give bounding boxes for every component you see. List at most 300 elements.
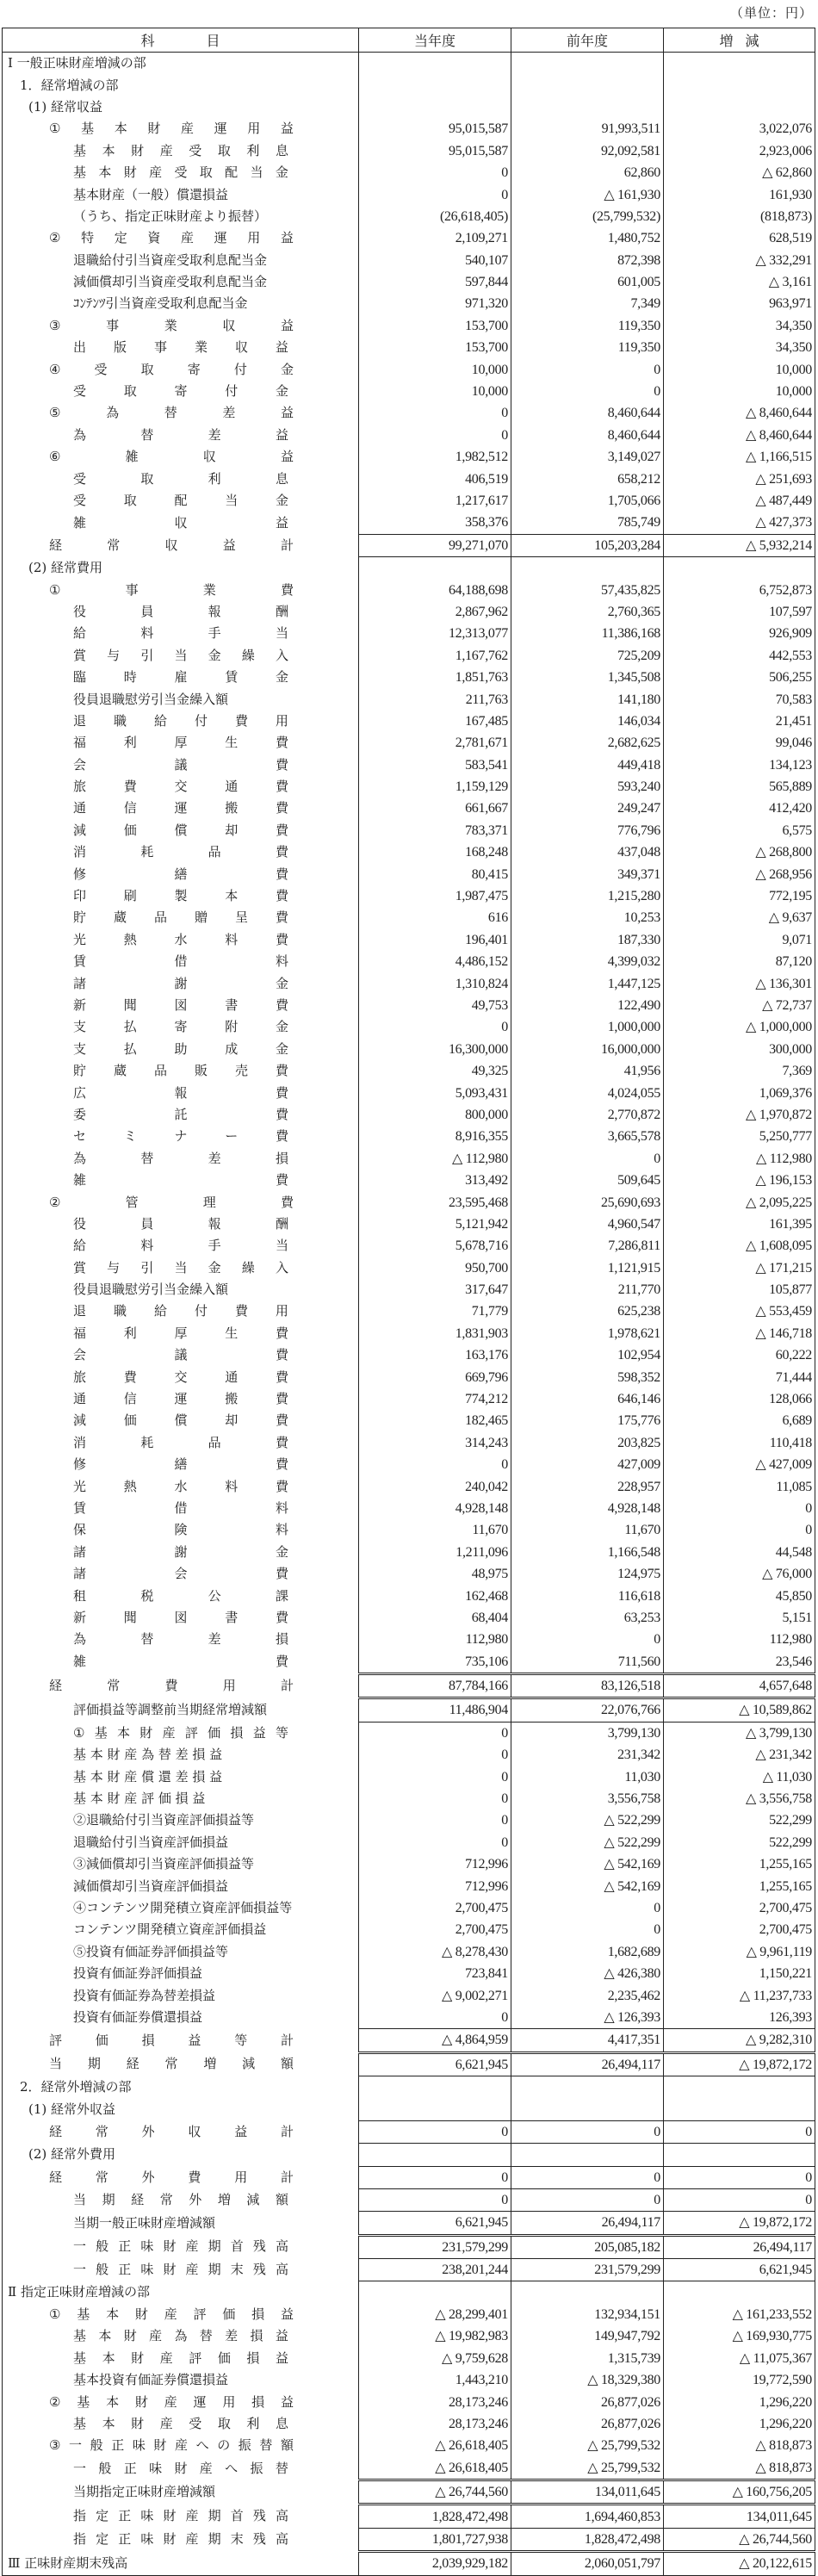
label-char: 高 — [275, 2262, 288, 2278]
label-char: 損 — [251, 2393, 265, 2410]
label-char: 報 — [208, 603, 221, 619]
table-row — [3, 53, 815, 75]
row-label-cell — [3, 1388, 359, 1410]
row-label-cell — [3, 1300, 359, 1322]
current-year-value: 153,700 — [359, 337, 511, 358]
previous-year-value — [511, 2076, 664, 2098]
current-year-value: 64,188,698 — [359, 579, 511, 600]
label-char: 定 — [96, 2508, 109, 2524]
row-label-cell — [3, 623, 359, 644]
label-char: 般 — [90, 2437, 103, 2454]
label-char: 消 — [73, 844, 87, 860]
row-label-cell — [3, 667, 359, 688]
row-label-cell — [3, 1722, 359, 1744]
change-value: 2,923,006 — [664, 140, 815, 162]
label-char: 書 — [225, 996, 239, 1013]
row-label — [73, 1388, 288, 1410]
row-label — [73, 425, 288, 446]
previous-year-value: 3,149,027 — [511, 446, 664, 468]
previous-year-value: 2,060,051,797 — [511, 2552, 664, 2575]
label-char: 厚 — [174, 1325, 188, 1341]
row-label-cell — [3, 1563, 359, 1585]
previous-year-value: 4,960,547 — [511, 1214, 664, 1235]
change-value: 0 — [664, 2188, 815, 2211]
current-year-value: 238,201,244 — [359, 2259, 511, 2281]
label-char: 財 — [123, 164, 137, 181]
label-char: 用 — [247, 230, 261, 246]
table-row — [3, 601, 815, 623]
table-row — [3, 1629, 815, 1650]
label-char: 報 — [174, 1084, 188, 1101]
current-year-value: (26,618,405) — [359, 206, 511, 227]
label-char: 運 — [174, 800, 188, 816]
label-char: 与 — [107, 647, 121, 663]
label-char: 益 — [280, 121, 294, 137]
previous-year-value: 0 — [511, 381, 664, 402]
change-value — [664, 96, 815, 118]
previous-year-value: △ 522,299 — [511, 1832, 664, 1853]
current-year-value — [359, 53, 511, 75]
row-label-cell — [3, 183, 359, 205]
previous-year-value: 7,349 — [511, 293, 664, 314]
table-row — [3, 1585, 815, 1606]
label-char: 利 — [123, 735, 137, 751]
current-year-value: 669,796 — [359, 1366, 511, 1387]
label-char: 基 — [73, 164, 87, 181]
table-row — [3, 732, 815, 754]
previous-year-value — [511, 2098, 664, 2120]
label-char: 常 — [159, 2192, 173, 2208]
row-label-cell — [3, 337, 359, 358]
label-char: 費 — [275, 1391, 288, 1407]
label-char: 事 — [106, 317, 120, 333]
label-char: 信 — [123, 1391, 137, 1407]
table-row — [3, 1170, 815, 1191]
previous-year-value: 785,749 — [511, 512, 664, 534]
label-char: 損 — [230, 1724, 244, 1741]
row-label-cell — [3, 1629, 359, 1650]
label-char: 当 — [73, 2192, 87, 2208]
previous-year-value: 0 — [511, 1897, 664, 1919]
label-char: 事 — [153, 339, 167, 356]
table-row — [3, 2391, 815, 2412]
table-row — [3, 1410, 815, 1431]
change-value: 5,151 — [664, 1607, 815, 1629]
label-char: 外 — [141, 2123, 155, 2139]
row-label-cell — [3, 1323, 359, 1344]
current-year-value: 1,167,762 — [359, 645, 511, 667]
label-char: 光 — [73, 1478, 87, 1494]
row-label-cell — [3, 1454, 359, 1475]
change-value: △ 818,873 — [664, 2435, 815, 2456]
label-char: 産 — [175, 2437, 189, 2454]
label-char: 売 — [234, 1063, 248, 1079]
label-char: 産 — [162, 1724, 176, 1741]
current-year-value: 406,519 — [359, 468, 511, 489]
current-year-value: 0 — [359, 2188, 511, 2211]
row-label: 基 本 財 産 償 還 差 損 益 — [73, 1768, 223, 1785]
label-char: ① — [73, 1724, 85, 1741]
previous-year-value: 8,460,644 — [511, 402, 664, 424]
label-char: 財 — [163, 2531, 177, 2548]
table-row — [3, 118, 815, 140]
current-year-value: 0 — [359, 1016, 511, 1038]
label-char: 当 — [174, 647, 188, 663]
table-row — [3, 556, 815, 579]
label-char: 助 — [174, 1040, 188, 1057]
previous-year-value: 872,398 — [511, 250, 664, 271]
row-label — [73, 2189, 288, 2211]
change-value: (818,873) — [664, 206, 815, 227]
row-label — [49, 2392, 294, 2413]
change-value: △ 3,161 — [664, 271, 815, 293]
row-label-cell — [3, 929, 359, 951]
current-year-value: 10,000 — [359, 358, 511, 380]
previous-year-value: 105,203,284 — [511, 534, 664, 556]
label-char: 味 — [140, 2508, 154, 2524]
label-char: 受 — [189, 2415, 202, 2431]
label-char: 費 — [275, 822, 288, 838]
previous-year-value: 102,954 — [511, 1344, 664, 1366]
current-year-value: 87,784,166 — [359, 1673, 511, 1698]
label-char: 為 — [174, 2328, 188, 2344]
row-label — [73, 1235, 288, 1257]
label-char: 本 — [225, 888, 239, 904]
label-char: 息 — [275, 2415, 288, 2431]
label-char: ー — [225, 1128, 239, 1145]
row-label — [73, 1410, 288, 1431]
row-label: （うち、指定正味財産より振替） — [73, 208, 268, 224]
previous-year-value: △ 426,380 — [511, 1963, 664, 1984]
label-char: 本 — [114, 121, 127, 137]
table-row — [3, 1875, 815, 1896]
previous-year-value: 437,048 — [511, 841, 664, 863]
table-row — [3, 1257, 815, 1278]
row-label-cell — [3, 1542, 359, 1563]
row-label-cell — [3, 1651, 359, 1674]
previous-year-value: 62,860 — [511, 162, 664, 183]
change-value: 2,700,475 — [664, 1919, 815, 1940]
table-row — [3, 2029, 815, 2052]
table-row — [3, 1214, 815, 1235]
previous-year-value: 0 — [511, 2166, 664, 2188]
current-year-value: △ 8,278,430 — [359, 1941, 511, 1963]
row-label: 役員退職慰労引当金繰入額 — [73, 691, 229, 707]
row-label-cell — [3, 140, 359, 162]
row-label — [49, 2030, 294, 2051]
label-char: 通 — [225, 779, 239, 795]
change-value: △ 427,373 — [664, 512, 815, 534]
previous-year-value: 1,121,915 — [511, 1257, 664, 1278]
row-label-cell — [3, 2076, 359, 2098]
current-year-value — [359, 2076, 511, 2098]
label-char: 図 — [174, 1609, 188, 1625]
change-value: 1,150,221 — [664, 1963, 815, 1984]
label-char: 産 — [181, 121, 195, 137]
row-label: 減価償却引当資産受取利息配当金 — [73, 274, 268, 290]
label-char: 金 — [275, 1543, 288, 1560]
previous-year-value: 1,447,125 — [511, 972, 664, 994]
label-char: 損 — [246, 2349, 260, 2366]
table-row — [3, 929, 815, 951]
current-year-value: △ 26,618,405 — [359, 2457, 511, 2480]
label-char: 雑 — [73, 1172, 87, 1189]
row-label — [49, 1675, 294, 1697]
current-year-value: 2,781,671 — [359, 732, 511, 754]
label-char: 寄 — [174, 1019, 188, 1035]
label-char: 正 — [111, 2437, 125, 2454]
change-value: 99,046 — [664, 732, 815, 754]
change-value: 926,909 — [664, 623, 815, 644]
unit-label: （単位：円） — [729, 5, 813, 21]
header-change: 増減 — [664, 28, 815, 53]
label-char: 一 — [73, 2460, 87, 2476]
row-label-cell — [3, 446, 359, 468]
label-char: 損 — [250, 2328, 263, 2344]
row-label — [73, 776, 288, 798]
row-label — [73, 469, 288, 490]
current-year-value: 800,000 — [359, 1104, 511, 1126]
table-row — [3, 512, 815, 534]
previous-year-value: 124,975 — [511, 1563, 664, 1585]
row-label: 退職給付引当資産受取利息配当金 — [73, 251, 268, 268]
previous-year-value: 8,460,644 — [511, 425, 664, 446]
label-char: 計 — [280, 2032, 294, 2048]
label-char: ① — [49, 2306, 61, 2323]
current-year-value: 0 — [359, 2007, 511, 2029]
table-row — [3, 1673, 815, 1698]
label-char: 産 — [185, 2262, 199, 2278]
label-char: 品 — [153, 1063, 167, 1079]
current-year-value: 68,404 — [359, 1607, 511, 1629]
label-char: 額 — [275, 2192, 288, 2208]
row-label-cell — [3, 1498, 359, 1519]
previous-year-value: 92,092,581 — [511, 140, 664, 162]
label-char: 保 — [73, 1522, 87, 1538]
previous-year-value: △ 522,299 — [511, 1809, 664, 1831]
previous-year-value: 22,076,766 — [511, 1698, 664, 1722]
label-char: 般 — [96, 2238, 109, 2255]
change-value: 19,772,590 — [664, 2369, 815, 2391]
previous-year-value: 598,352 — [511, 1366, 664, 1387]
label-char: 付 — [225, 383, 239, 400]
row-label: 減価償却引当資産評価損益 — [73, 1878, 229, 1894]
label-char: 成 — [225, 1040, 239, 1057]
current-year-value — [359, 2144, 511, 2166]
row-label: ⑤投資有価証券評価損益等 — [73, 1943, 229, 1959]
label-char: 般 — [96, 2262, 109, 2278]
label-char: 味 — [140, 2531, 154, 2548]
previous-year-value: 0 — [511, 2120, 664, 2143]
label-char: 期 — [87, 2056, 101, 2072]
label-char: 財 — [174, 2460, 188, 2476]
row-label-cell — [3, 74, 359, 96]
label-char: 産 — [185, 2531, 199, 2548]
current-year-value — [359, 74, 511, 96]
label-char: 耗 — [140, 1434, 154, 1450]
label-char: 財 — [147, 121, 161, 137]
row-label-cell — [3, 1673, 359, 1698]
change-value: 10,000 — [664, 358, 815, 380]
previous-year-value: 1,000,000 — [511, 1016, 664, 1038]
label-char: 会 — [73, 1347, 87, 1363]
table-row — [3, 1475, 815, 1497]
label-char: 金 — [275, 975, 288, 991]
label-char: 料 — [275, 1522, 288, 1538]
table-row — [3, 271, 815, 293]
label-char: 損 — [141, 2032, 155, 2048]
label-char: 贈 — [194, 909, 208, 926]
label-char: 本 — [98, 164, 112, 181]
row-label-cell — [3, 2457, 359, 2480]
row-label — [73, 381, 288, 402]
label-char: 諸 — [73, 975, 87, 991]
table-row — [3, 2052, 815, 2076]
label-char: 費 — [275, 1325, 288, 1341]
label-char: 職 — [113, 712, 127, 729]
change-value: △ 8,460,644 — [664, 425, 815, 446]
current-year-value: 99,271,070 — [359, 534, 511, 556]
label-char: 付 — [233, 361, 247, 377]
label-char: 替 — [140, 1150, 154, 1166]
row-label-cell — [3, 2391, 359, 2412]
row-label-cell — [3, 534, 359, 556]
previous-year-value: 91,993,511 — [511, 118, 664, 140]
label-char: 手 — [208, 1238, 221, 1254]
label-char: 費 — [275, 1609, 288, 1625]
change-value: △ 62,860 — [664, 162, 815, 183]
current-year-value: 0 — [359, 1722, 511, 1744]
previous-year-value: 116,618 — [511, 1585, 664, 1606]
label-char: 金 — [275, 1019, 288, 1035]
row-label-cell — [3, 1257, 359, 1278]
label-char: 附 — [225, 1019, 239, 1035]
label-char: 損 — [251, 2306, 265, 2323]
previous-year-value: 2,235,462 — [511, 1984, 664, 2006]
label-char: 通 — [73, 1391, 87, 1407]
label-char: ミ — [123, 1128, 137, 1145]
label-char: 品 — [208, 1434, 221, 1450]
current-year-value: 95,015,587 — [359, 140, 511, 162]
previous-year-value: 228,957 — [511, 1475, 664, 1497]
label-char: 受 — [73, 493, 87, 508]
row-label: 退職給付引当資産評価損益 — [73, 1834, 229, 1850]
table-row — [3, 140, 815, 162]
change-value: 34,350 — [664, 337, 815, 358]
change-value: 110,418 — [664, 1432, 815, 1454]
label-char: 味 — [140, 2262, 154, 2278]
table-row — [3, 2325, 815, 2347]
label-char: 用 — [222, 2393, 236, 2410]
table-row — [3, 1366, 815, 1387]
label-char: 費 — [275, 866, 288, 882]
change-value: △ 3,556,758 — [664, 1788, 815, 1809]
label-char: 料 — [275, 953, 288, 970]
table-row — [3, 293, 815, 314]
label-char: 議 — [174, 1347, 188, 1363]
row-label — [73, 2236, 288, 2257]
row-label — [73, 1498, 288, 1519]
row-label — [73, 1367, 288, 1388]
previous-year-value — [511, 556, 664, 579]
label-char: 蔵 — [113, 909, 127, 926]
label-char: 本 — [102, 2349, 115, 2366]
label-char: 費 — [275, 1478, 288, 1494]
label-char: 常 — [107, 1678, 121, 1694]
label-char: 価 — [217, 2349, 231, 2366]
label-char: 入 — [275, 647, 288, 663]
previous-year-value: 1,166,548 — [511, 1542, 664, 1563]
previous-year-value: 11,386,168 — [511, 623, 664, 644]
label-char: 一 — [69, 2437, 83, 2454]
table-row — [3, 2188, 815, 2211]
change-value: 44,548 — [664, 1542, 815, 1563]
label-char: 報 — [208, 1215, 221, 1232]
row-label-cell — [3, 1963, 359, 1984]
label-char: 旅 — [73, 1369, 87, 1385]
label-char: 配 — [174, 493, 188, 508]
label-char: 益 — [280, 2393, 294, 2410]
table-row — [3, 446, 815, 468]
table-row — [3, 2281, 815, 2304]
change-value: △ 26,744,560 — [664, 2528, 815, 2551]
current-year-value: 23,595,468 — [359, 1191, 511, 1213]
current-year-value: 0 — [359, 1809, 511, 1831]
label-char: 雑 — [73, 1654, 87, 1670]
label-char: 産 — [185, 2238, 199, 2255]
row-label-cell — [3, 2120, 359, 2143]
label-char: 費 — [275, 1063, 288, 1079]
previous-year-value: 26,877,026 — [511, 2413, 664, 2435]
label-char: 益 — [275, 426, 288, 443]
table-row — [3, 2505, 815, 2528]
label-char: 為 — [73, 1631, 87, 1648]
row-label — [73, 1344, 288, 1366]
label-char: 費 — [275, 800, 288, 816]
label-char: 福 — [73, 735, 87, 751]
table-row — [3, 1744, 815, 1766]
label-char: 品 — [153, 909, 167, 926]
change-value: △ 19,872,172 — [664, 2212, 815, 2235]
change-value: 1,255,165 — [664, 1875, 815, 1896]
table-row — [3, 2076, 815, 2098]
change-value: 3,022,076 — [664, 118, 815, 140]
row-label: 役員退職慰労引当金繰入額 — [73, 1282, 229, 1298]
row-label — [73, 1432, 288, 1454]
label-char: 当 — [225, 493, 239, 508]
label-char: 受 — [73, 470, 87, 487]
label-char: 基 — [77, 2393, 90, 2410]
previous-year-value: 449,418 — [511, 754, 664, 776]
change-value: 1,296,220 — [664, 2391, 815, 2412]
change-value: △ 11,237,733 — [664, 1984, 815, 2006]
current-year-value — [359, 96, 511, 118]
table-row — [3, 951, 815, 972]
label-char: 計 — [280, 1678, 294, 1694]
change-value: 45,850 — [664, 1585, 815, 1606]
current-year-value: 723,841 — [359, 1963, 511, 1984]
label-char: 受 — [174, 164, 188, 181]
row-label-cell — [3, 579, 359, 600]
row-label-cell — [3, 1279, 359, 1300]
label-char: 基 — [81, 121, 95, 137]
label-char: 賃 — [73, 953, 87, 970]
label-char: 高 — [275, 2238, 288, 2255]
row-label — [73, 1083, 288, 1104]
label-char: 財 — [163, 2238, 177, 2255]
change-value: 6,575 — [664, 820, 815, 841]
change-value: 628,519 — [664, 227, 815, 249]
